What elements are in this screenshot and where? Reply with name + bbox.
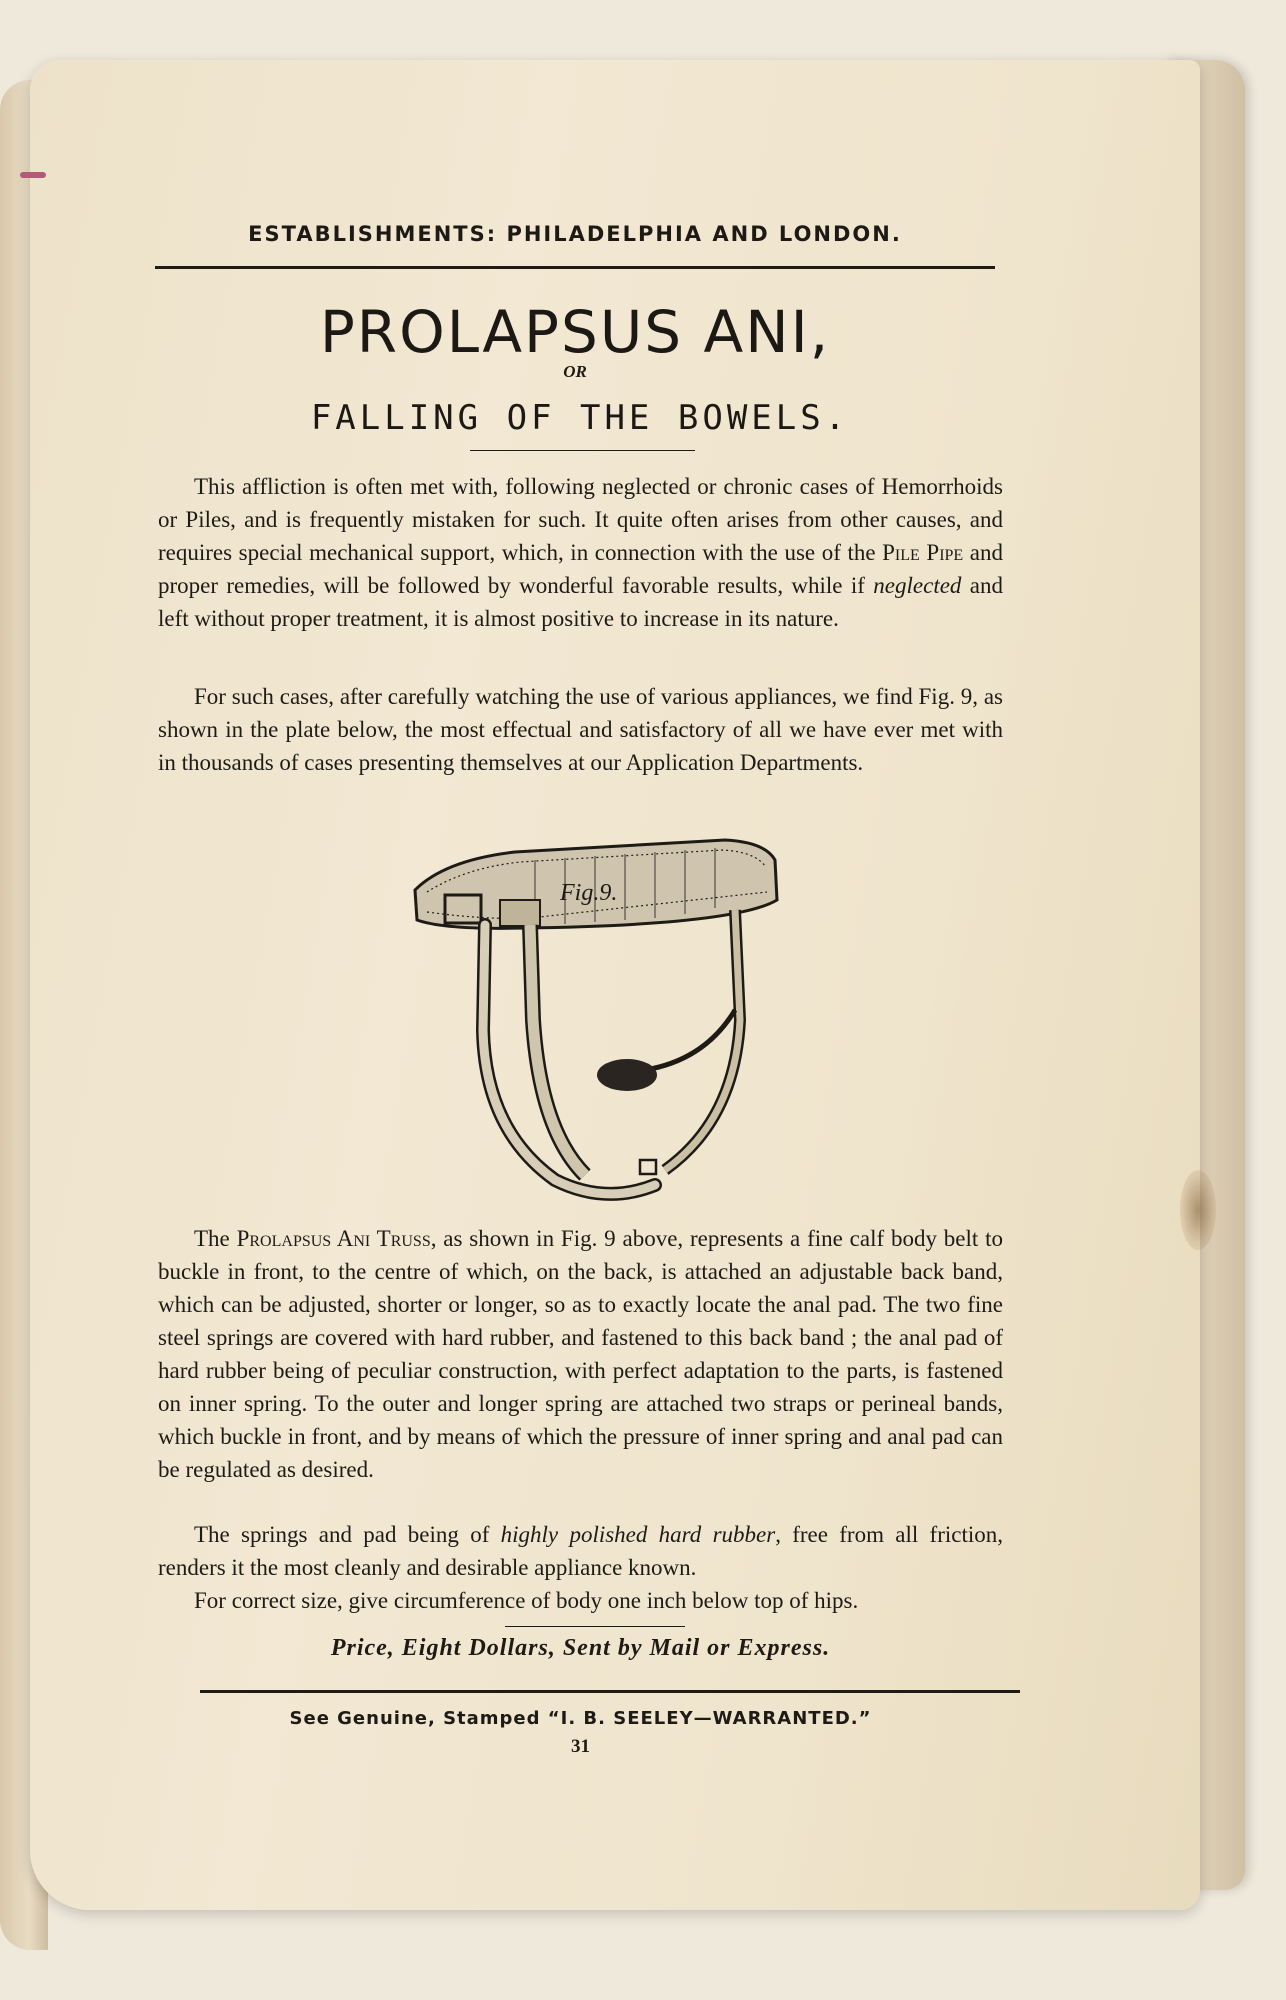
page-number: 31 [571,1736,590,1757]
figure-label: Fig.9. [560,880,618,906]
price-divider [505,1626,685,1627]
para1-text-b: and proper remedies, will be followed by wonderful favorable results, while if [158,540,1004,598]
price-line: Price, Eight Dollars, Sent by Mail or Express. [330,1635,831,1661]
water-stain [1180,1170,1216,1250]
para4-emphasis: highly polished hard rubber [500,1522,776,1547]
page-title: PROLAPSUS ANI, [319,298,831,366]
para3-text-b: , as shown in Fig. 9 above, represents a fine calf body belt to buckle in front, to the centre of which, on the back, is attached an adjustable back band, which can be adjusted, shorter or longer, so as to exactly locate the anal pad. The two fine steel springs are covered with hard rubber, and fastened to this back band ; the anal pad of hard rubber being of peculiar construction, with perfect adaptation to the parts, is fastened on inner spring. To the outer and longer spring are attached two straps or perineal bands, which buckle in front, and by means of which the pressure of inner spring and anal pad can be regulated as desired. [158,1226,1003,1482]
footer-rule [200,1690,1020,1693]
paragraph-cases [158,680,1003,779]
paragraph-springs [158,1518,1003,1584]
paragraph-size [158,1584,1003,1617]
paragraph-intro [158,470,1003,635]
header-rule [155,266,995,269]
para1-text-c: and left without proper treatment, it is almost positive to increase in its nature. [158,573,1003,631]
para1-text-a: This affliction is often met with, following neglected or chronic cases of Hemorrhoids or Piles, and is frequently mistaken for such. It quite often arises from other causes, and requires special mechanical support, which, in connection with the use of the [158,474,1003,565]
para3-text-a: The [194,1226,237,1251]
para4-text-a: The springs and pad being of [194,1522,501,1547]
truss-name-smallcaps: Prolapsus Ani Truss [236,1226,431,1251]
para2-text: For such cases, after carefully watching the use of various appliances, we find Fig. 9, as shown in the plate below, the most effectual and satisfactory of all we have ever met with in thousands of cases presenting themselves at our Application Departments. [158,684,1003,775]
pile-pipe-smallcaps: Pile Pipe [882,540,964,565]
title-divider [470,450,695,451]
truss-illustration [405,830,785,1210]
running-head: ESTABLISHMENTS: PHILADELPHIA AND LONDON. [248,222,902,246]
para4-text-b: , free from all friction, renders it the most cleanly and desirable appliance known. [158,1522,1003,1580]
binding-thread [20,172,46,178]
title-or: OR [563,362,587,381]
para1-emphasis: neglected [873,573,962,598]
para5-text: For correct size, give circumference of body one inch below top of hips. [194,1588,859,1613]
page-subtitle: FALLING OF THE BOWELS. [310,398,850,438]
paragraph-truss-description [158,1222,1003,1486]
genuine-stamp-note: See Genuine, Stamped “I. B. SEELEY—WARRANTED.” [289,1708,872,1729]
